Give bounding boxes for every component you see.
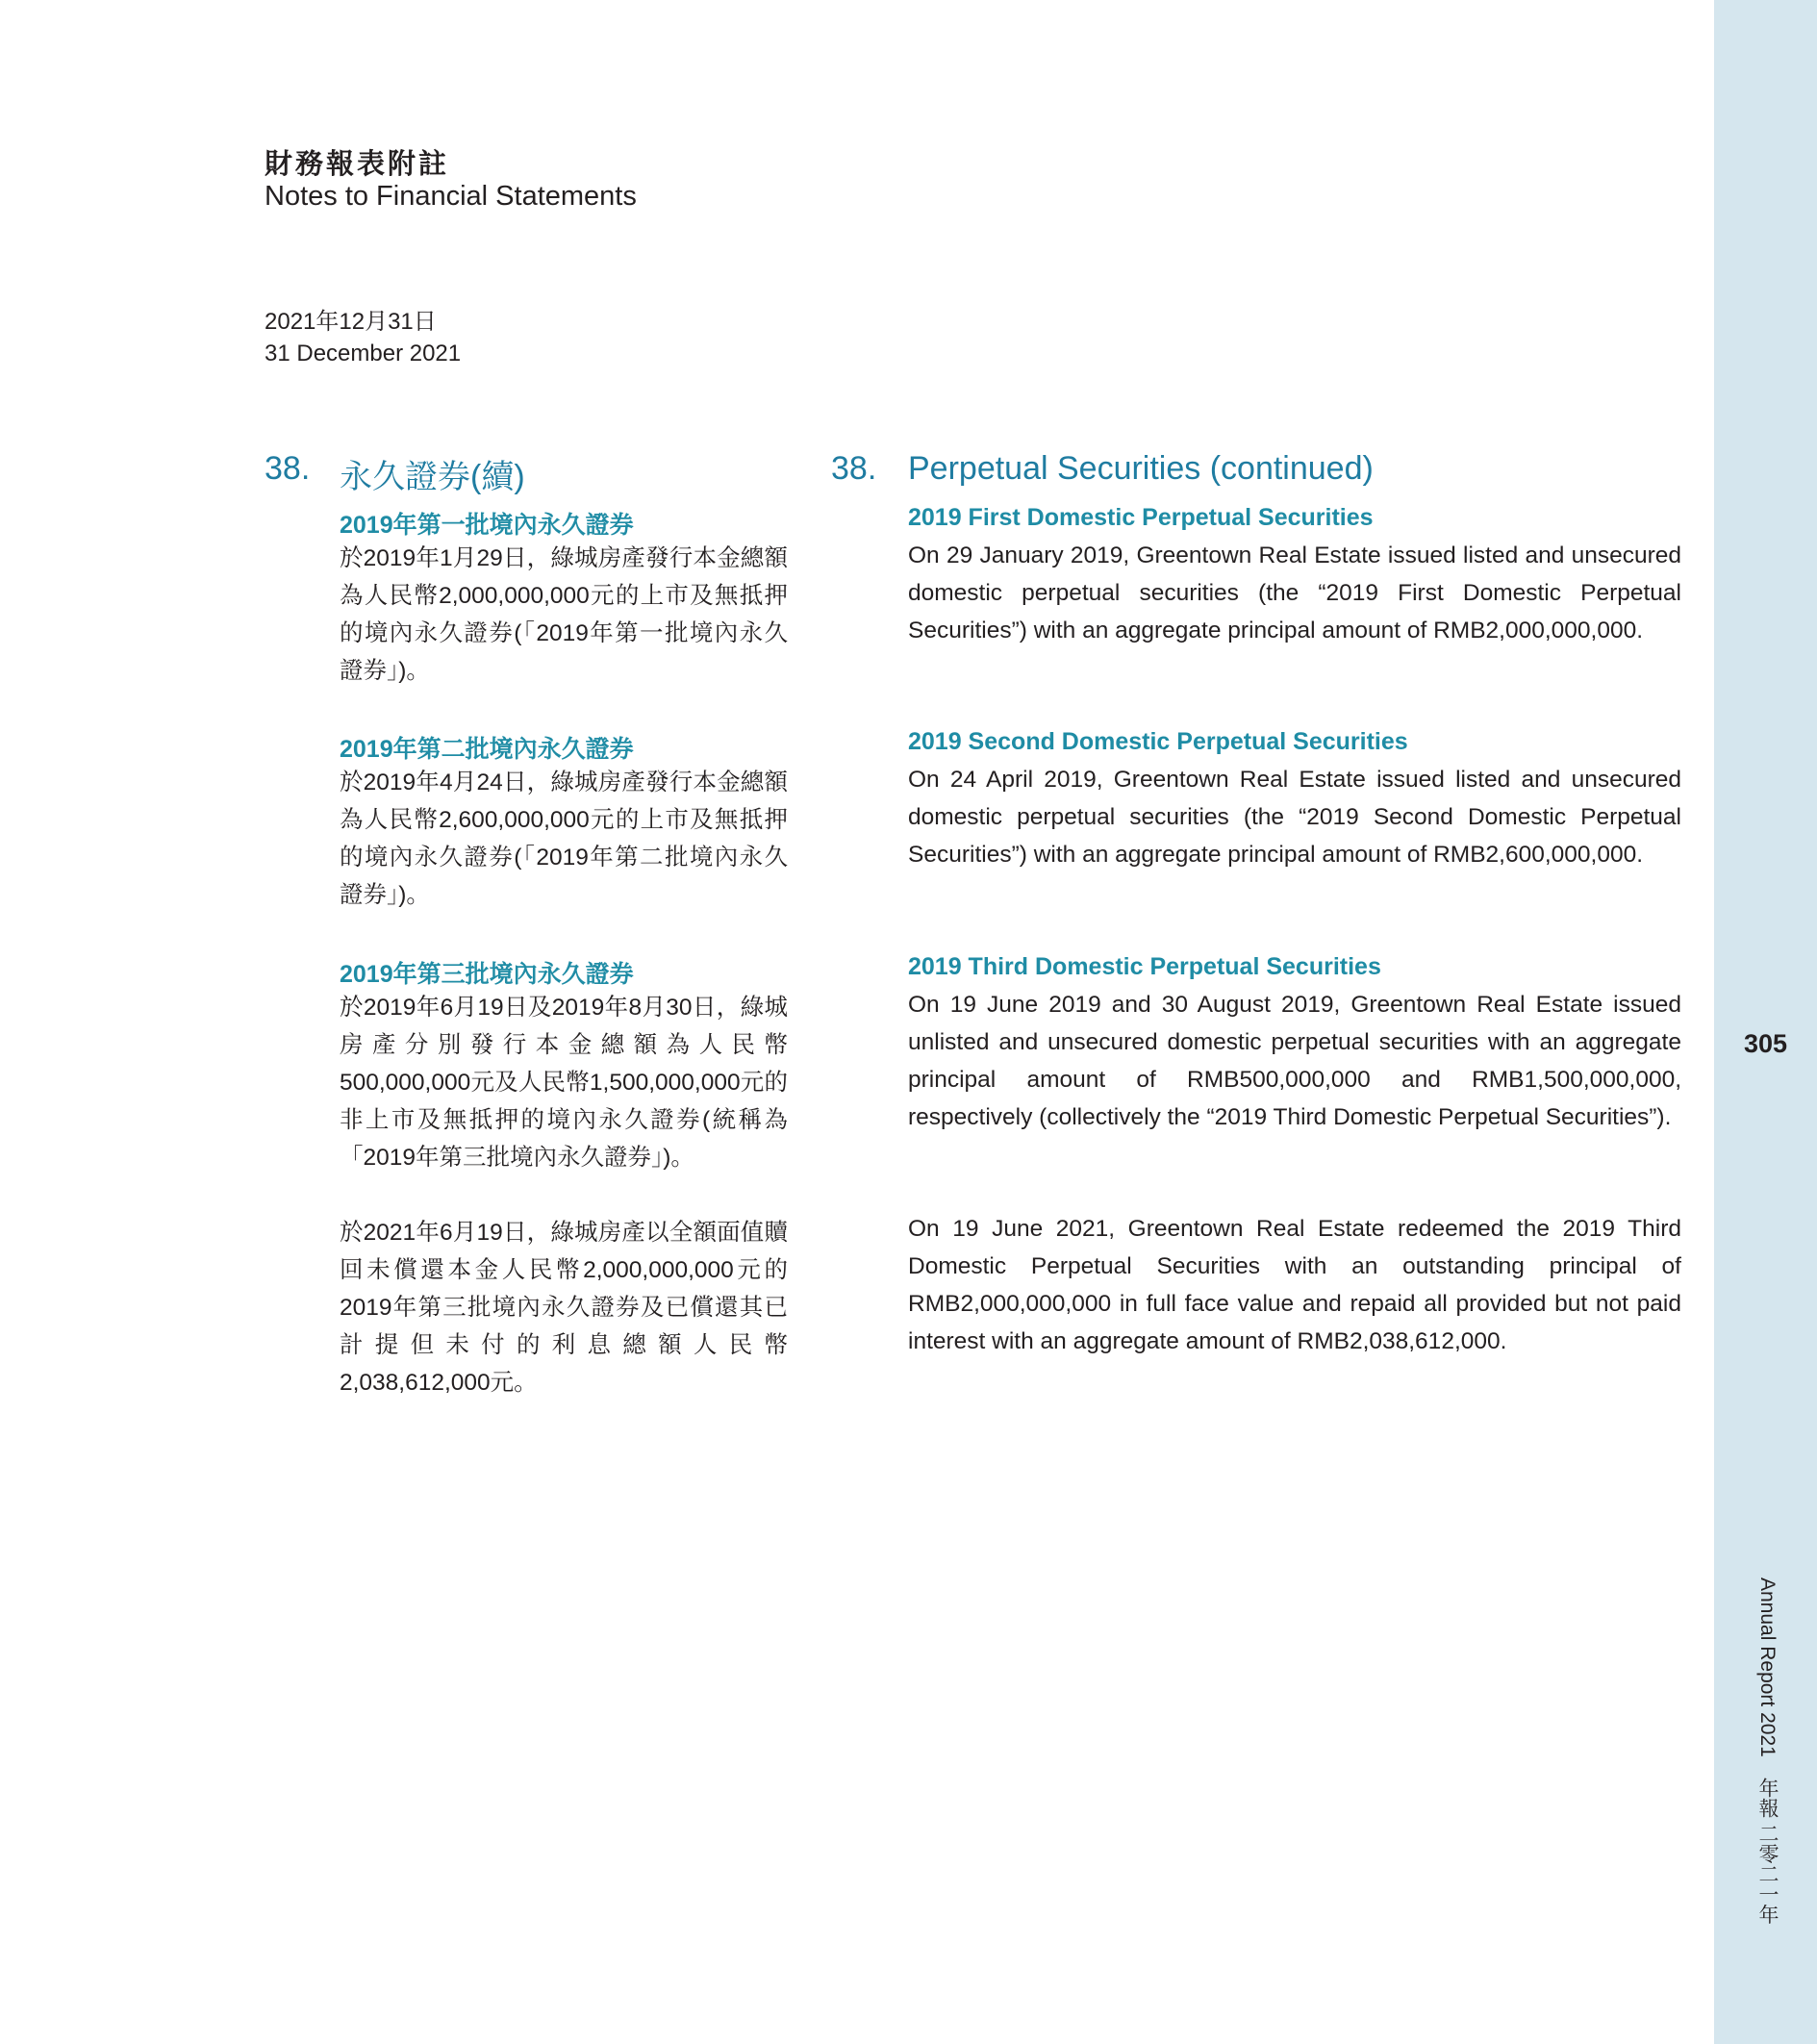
section-title-en: Perpetual Securities (continued) [908, 450, 1374, 487]
paragraph-en: On 19 June 2019 and 30 August 2019, Greentown Real Estate issued unlisted and unsecured domestic perpetual securities with an aggregate principal amount of RMB500,000,000 and RMB1,500,000,000, respectively (collectively the “2019 Third Domestic Perpetual Securities”). [908, 992, 1681, 1130]
section-number-zh: 38. [265, 450, 311, 487]
page-number: 305 [1743, 1029, 1788, 1058]
paragraph-zh: 於2019年1月29日，綠城房產發行本金總額為人民幣2,000,000,000元的上市及無抵押的境內永久證券(「2019年第一批境內永久證券」)。 [340, 545, 788, 684]
section-title-zh: 永久證券(續) [340, 459, 525, 495]
paragraph-en: On 29 January 2019, Greentown Real Estate issued listed and unsecured domestic perpetual securities (the “2019 First Domestic Perpetual Securities”) with an aggregate principal amount of RMB2,000,000,000. [908, 543, 1681, 643]
paragraph-zh: 於2019年6月19日及2019年8月30日，綠城房產分別發行本金總額為人民幣500,000,000元及人民幣1,500,000,000元的非上市及無抵押的境內永久證券(統稱為「2019年第三批境內永久證券」)。 [340, 995, 788, 1171]
subheading-zh: 2019年第一批境內永久證券 [340, 512, 634, 539]
date-en: 31 December 2021 [265, 341, 462, 366]
subheading-en: 2019 First Domestic Perpetual Securities [908, 504, 1374, 531]
subheading-en: 2019 Second Domestic Perpetual Securities [908, 728, 1408, 755]
subheading-zh: 2019年第二批境內永久證券 [340, 736, 634, 763]
paragraph-en: On 24 April 2019, Greentown Real Estate issued listed and unsecured domestic perpetual securities (the “2019 Second Domestic Perpetual Securities”) with an aggregate principal amount of RMB2,600,000,000. [908, 767, 1681, 868]
page-title-en: Notes to Financial Statements [265, 181, 637, 212]
date-zh: 2021年12月31日 [265, 309, 437, 335]
subheading-zh: 2019年第三批境內永久證券 [340, 961, 634, 988]
report-label: Annual Report 2021 年報 二零二一年 [1756, 1577, 1779, 1925]
section-number-en: 38. [831, 450, 877, 487]
page-title-zh: 財務報表附註 [265, 147, 450, 180]
subheading-en: 2019 Third Domestic Perpetual Securities [908, 953, 1381, 980]
paragraph-en: On 19 June 2021, Greentown Real Estate redeemed the 2019 Third Domestic Perpetual Securities with an outstanding principal of RMB2,000,000,000 in full face value and repaid all provided but not paid interest with an aggregate amount of RMB2,038,612,000. [908, 1216, 1681, 1354]
paragraph-zh: 於2021年6月19日，綠城房產以全額面值贖回未償還本金人民幣2,000,000,000元的2019年第三批境內永久證券及已償還其已計提但未付的利息總額人民幣2,038,612,000元。 [340, 1220, 788, 1396]
paragraph-zh: 於2019年4月24日，綠城房產發行本金總額為人民幣2,600,000,000元的上市及無抵押的境內永久證券(「2019年第二批境內永久證券」)。 [340, 770, 788, 908]
